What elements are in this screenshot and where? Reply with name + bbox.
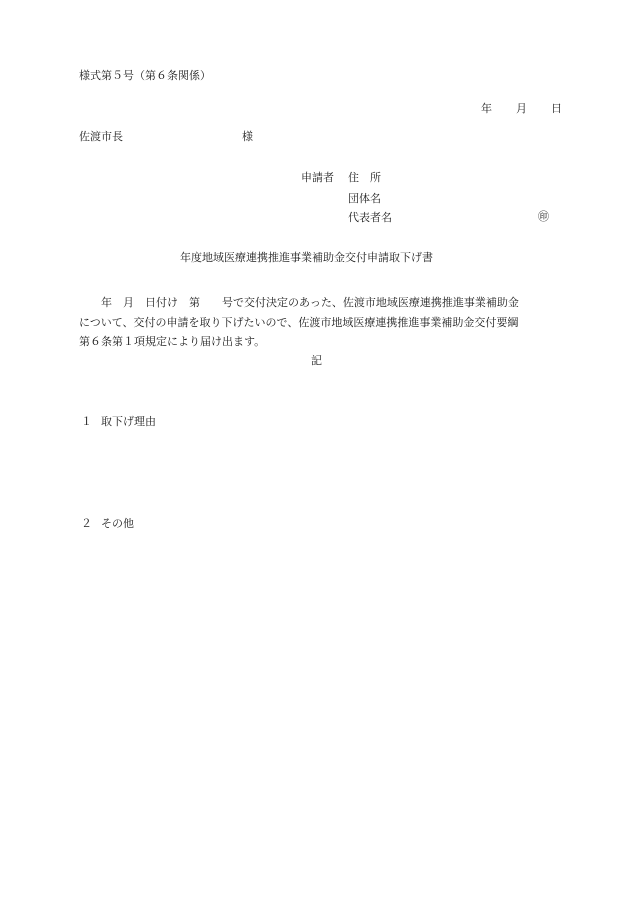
- date-line: [474, 92, 562, 114]
- list-item-label: その他: [101, 517, 134, 530]
- addressee-honorific: 様: [242, 130, 253, 143]
- body-line-2: について、交付の申請を取り下げたいので、佐渡市地域医療連携推進事業補助金交付要綱: [79, 315, 519, 329]
- body-line-3: 第６条第１項規定により届け出ます。: [79, 335, 266, 348]
- document-title: 年度地域医療連携推進事業補助金交付申請取下げ書: [180, 251, 433, 264]
- organization-field-label: 団体名: [348, 192, 381, 205]
- applicant-label: 申請者: [301, 171, 334, 184]
- list-item-other: [81, 518, 134, 529]
- list-item-withdrawal-reason: [81, 416, 156, 427]
- body-line-1: 年 月 日付け 第 号で交付決定のあった、佐渡市地域医療連携推進事業補助金: [79, 296, 519, 309]
- form-number: 様式第５号（第６条関係）: [79, 69, 211, 82]
- seal-mark: ㊞: [538, 210, 549, 223]
- addressee-name: 佐渡市長: [79, 130, 123, 143]
- address-field-label: 住 所: [348, 171, 381, 184]
- representative-field-label: 代表者名: [348, 211, 392, 224]
- list-item-number: ２: [81, 517, 92, 530]
- date-year-label: 年: [481, 102, 492, 115]
- date-month-label: 月: [516, 102, 527, 115]
- ki-heading: 記: [311, 354, 322, 367]
- date-day-label: 日: [551, 102, 562, 115]
- list-item-number: １: [81, 415, 92, 428]
- body-paragraph: [79, 293, 559, 352]
- list-item-label: 取下げ理由: [101, 415, 156, 428]
